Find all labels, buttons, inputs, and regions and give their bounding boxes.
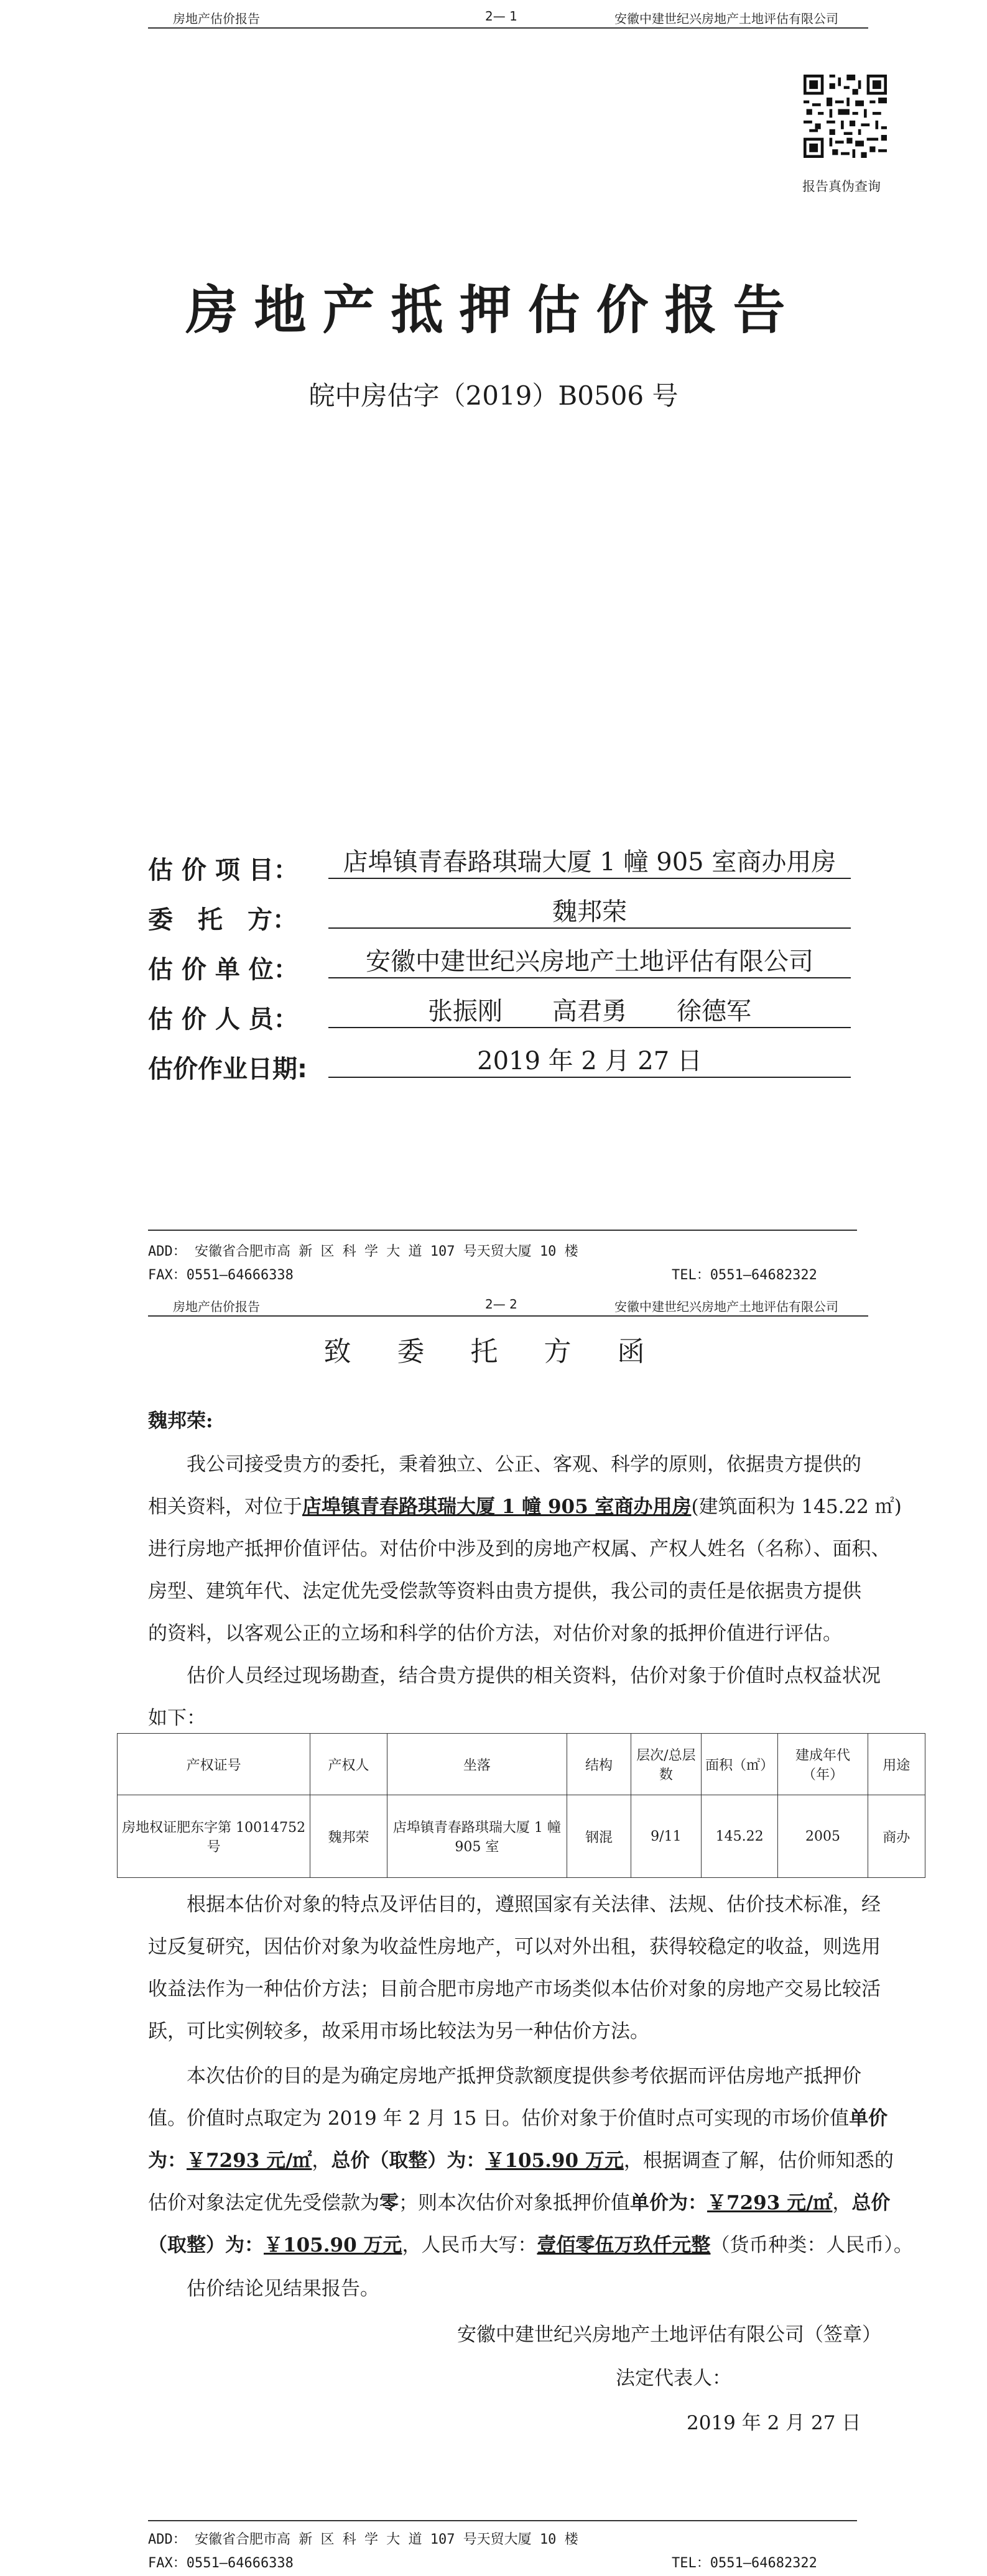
qr-code-icon[interactable]: [804, 75, 887, 158]
para3-line1: 根据本估价对象的特点及评估目的，遵照国家有关法律、法规、估价技术标准，经: [187, 1893, 881, 1916]
table-header: 结构: [567, 1734, 631, 1795]
info-value-client: 魏邦荣: [328, 896, 851, 929]
market-total-price: ￥105.90 万元: [485, 2150, 624, 2172]
signature-company: 安徽中建世纪兴房地产土地评估有限公司（签章）: [457, 2324, 881, 2346]
para3-line3: 收益法作为一种估价方法；目前合肥市房地产市场类似本估价对象的房地产交易比较活: [148, 1978, 881, 2000]
para2-line2: 如下：: [148, 1707, 206, 1729]
table-header: 产权人: [310, 1734, 387, 1795]
table-header: 产权证号: [118, 1734, 310, 1795]
para4-text: ；则本次估价对象抵押价值: [399, 2192, 630, 2214]
table-header: 层次/总层数: [631, 1734, 701, 1795]
table-row: [118, 1795, 925, 1878]
conclusion-reference: 估价结论见结果报告。: [187, 2278, 379, 2300]
para4-text: 为：: [225, 2234, 264, 2256]
para4-text: ，: [312, 2150, 331, 2172]
market-unit-price: ￥7293 元/㎡: [187, 2150, 312, 2172]
total-price-label: 总价: [851, 2192, 891, 2214]
amount-in-words: 壹佰零伍万玖仟元整: [537, 2234, 711, 2256]
page1-footer-rule: [148, 1230, 857, 1231]
report-number: 皖中房估字（2019）B0506 号: [308, 380, 679, 411]
para4-line1: 本次估价的目的是为确定房地产抵押贷款额度提供参考依据而评估房地产抵押价: [187, 2065, 861, 2087]
table-cell: 2005: [778, 1795, 868, 1878]
para1-line1: 我公司接受贵方的委托，秉着独立、公正、客观、科学的原则，依据贵方提供的: [187, 1453, 861, 1476]
page2-footer-fax: FAX：0551—64666338: [148, 2555, 294, 2571]
para4-text: 为：: [669, 2192, 707, 2214]
signature-date: 2019 年 2 月 27 日: [687, 2412, 861, 2434]
page2-header-left: 房地产估价报告: [173, 1299, 260, 1314]
property-address: 店埠镇青春路琪瑞大厦 1 幢 905 室商办用房: [302, 1496, 692, 1518]
info-value-appraisers: 张振刚 高君勇 徐德军: [328, 996, 851, 1028]
table-header: 坐落: [387, 1734, 567, 1795]
para4-text: 为：: [447, 2150, 486, 2172]
page1-footer-address: ADD： 安徽省合肥市高 新 区 科 学 大 道 107 号天贸大厦 10 楼: [148, 1244, 578, 1259]
para4-text: ，根据调查了解，估价师知悉的: [623, 2150, 894, 2172]
table-header: 建成年代（年）: [778, 1734, 868, 1795]
table-cell: 145.22: [701, 1795, 777, 1878]
page2-header-page-number: 2— 2: [485, 1297, 517, 1312]
para4-text: ，: [832, 2192, 852, 2214]
info-label-appraisers: 估 价 人 员：: [148, 1005, 299, 1034]
para4-text: ，人民币大写：: [402, 2234, 537, 2256]
unit-price-label: 单价: [630, 2192, 669, 2214]
page1-header-left: 房地产估价报告: [173, 11, 260, 26]
page2-header-rule: [148, 1315, 868, 1317]
table-header-row: [118, 1734, 925, 1795]
property-rights-table: [117, 1733, 925, 1878]
para1-line2: [148, 1486, 902, 1528]
para4-line5: [148, 2224, 913, 2266]
info-value-appraiser-unit: 安徽中建世纪兴房地产土地评估有限公司: [328, 946, 851, 978]
page2-footer-tel: TEL：0551—64682322: [672, 2555, 817, 2571]
para4-text: 估价对象法定优先受偿款为: [148, 2192, 379, 2214]
para4-line2: [148, 2097, 887, 2140]
page1-header-right: 安徽中建世纪兴房地产土地评估有限公司: [614, 11, 838, 26]
table-cell: 商办: [868, 1795, 925, 1878]
building-area: (建筑面积为 145.22 ㎡): [691, 1496, 902, 1518]
para1-text: 相关资料，对位于: [148, 1496, 302, 1518]
para4-text: （货币种类：人民币）。: [710, 2234, 913, 2256]
priority-claims-value: 零: [379, 2192, 399, 2214]
para4-text: （取整）: [148, 2234, 225, 2256]
para2-line1: 估价人员经过现场勘查，结合贵方提供的相关资料，估价对象于价值时点权益状况: [187, 1665, 881, 1687]
mortgage-total-price: ￥105.90 万元: [264, 2234, 402, 2256]
page1-header-page-number: 2— 1: [485, 9, 517, 24]
page1-footer-tel: TEL：0551—64682322: [672, 1267, 817, 1283]
page1-header-rule: [148, 27, 868, 29]
total-price-label: 总价（取整）: [331, 2150, 447, 2172]
letter-addressee: 魏邦荣:: [148, 1410, 213, 1432]
para1-line5: 的资料，以客观公正的立场和科学的估价方法，对估价对象的抵押价值进行评估。: [148, 1622, 842, 1645]
para4-text: 值。价值时点取定为 2019 年 2 月 15 日。估价对象于价值时点可实现的市场价值: [148, 2107, 850, 2130]
page2-header-right: 安徽中建世纪兴房地产土地评估有限公司: [614, 1299, 838, 1314]
para4-line3: [148, 2140, 894, 2182]
table-cell: 魏邦荣: [310, 1795, 387, 1878]
para4-text: 为：: [148, 2150, 187, 2172]
table-header: 面积（㎡）: [701, 1734, 777, 1795]
info-value-project: 店埠镇青春路琪瑞大厦 1 幢 905 室商办用房: [328, 847, 851, 879]
info-label-appraiser-unit: 估 价 单 位：: [148, 955, 299, 984]
para4-line4: [148, 2182, 890, 2224]
table-cell: 房地权证肥东字第 10014752 号: [118, 1795, 310, 1878]
info-label-client: 委 托 方：: [148, 906, 297, 934]
signature-legal-rep: 法定代表人：: [616, 2367, 731, 2390]
para1-line4: 房型、建筑年代、法定优先受偿款等资料由贵方提供，我公司的责任是依据贵方提供: [148, 1580, 861, 1603]
para3-line4: 跃，可比实例较多，故采用市场比较法为另一种估价方法。: [148, 2020, 649, 2043]
page1-footer-fax: FAX：0551—64666338: [148, 1267, 294, 1283]
unit-price-label: 单价: [849, 2107, 888, 2130]
table-cell: 店埠镇青春路琪瑞大厦 1 幢 905 室: [387, 1795, 567, 1878]
page2-footer-rule: [148, 2520, 857, 2521]
para1-line3: 进行房地产抵押价值评估。对估价中涉及到的房地产权属、产权人姓名（名称）、面积、: [148, 1538, 891, 1560]
mortgage-unit-price: ￥7293 元/㎡: [707, 2192, 833, 2214]
para3-line2: 过反复研究，因估价对象为收益性房地产，可以对外出租，获得较稳定的收益，则选用: [148, 1936, 881, 1958]
info-label-project: 估 价 项 目：: [148, 856, 299, 885]
table-cell: 9/11: [631, 1795, 701, 1878]
report-title: 房地产抵押估价报告: [185, 280, 802, 341]
table-cell: 钢混: [567, 1795, 631, 1878]
info-value-work-date: 2019 年 2 月 27 日: [328, 1046, 851, 1078]
page2-footer-address: ADD： 安徽省合肥市高 新 区 科 学 大 道 107 号天贸大厦 10 楼: [148, 2532, 578, 2547]
qr-caption: 报告真伪查询: [802, 179, 881, 194]
table-header: 用途: [868, 1734, 925, 1795]
letter-title: 致 委 托 方 函: [323, 1336, 664, 1368]
info-label-work-date: 估价作业日期:: [148, 1055, 307, 1083]
